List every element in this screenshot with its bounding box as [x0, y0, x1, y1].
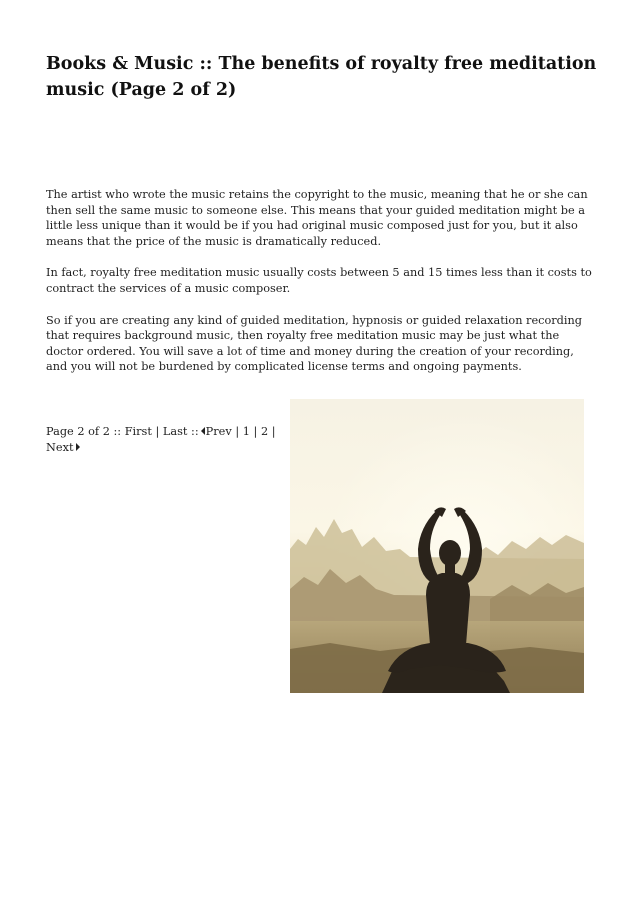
pager-separator: |	[271, 425, 276, 438]
pager-separator: |	[235, 425, 240, 438]
first-link[interactable]: First	[124, 425, 152, 438]
page-title: Books & Music :: The benefits of royalty free meditation music (Page 2 of 2)	[46, 54, 597, 100]
last-link[interactable]: Last ::	[162, 425, 199, 438]
pager-separator: |	[155, 425, 160, 438]
page-status: Page 2 of 2 ::	[46, 425, 122, 438]
paragraph-2: In fact, royalty free meditation music usually costs between 5 and 15 times less than it costs to contract the services of a music composer.	[46, 266, 592, 295]
meditation-photo	[290, 399, 584, 693]
paragraph-3: So if you are creating any kind of guided meditation, hypnosis or guided relaxation recording that requires background music, then royalty free meditation music may be just what the doctor ordered. You will save a lot of time and money during the creation of your recording, and you will not be burdened by complicated license terms and ongoing payments.	[46, 313, 583, 374]
page-2-link[interactable]: 2	[260, 425, 269, 438]
next-link[interactable]: Next	[46, 441, 74, 454]
meditation-silhouette-image	[290, 399, 584, 693]
next-arrow-icon	[76, 443, 80, 451]
page-1-link[interactable]: 1	[242, 425, 250, 438]
prev-link[interactable]: Prev	[205, 425, 232, 438]
paragraph-1: The artist who wrote the music retains the copyright to the music, meaning that he or she can then sell the same music to someone else. This means that your guided meditation might be a little less unique than it would be if you had original music composed just for you, but it also means that the price of the music is dramatically reduced.	[46, 188, 588, 248]
pager-separator: |	[253, 425, 258, 438]
pagination	[46, 424, 276, 456]
article-body	[46, 187, 598, 391]
prev-arrow-icon	[201, 427, 205, 435]
